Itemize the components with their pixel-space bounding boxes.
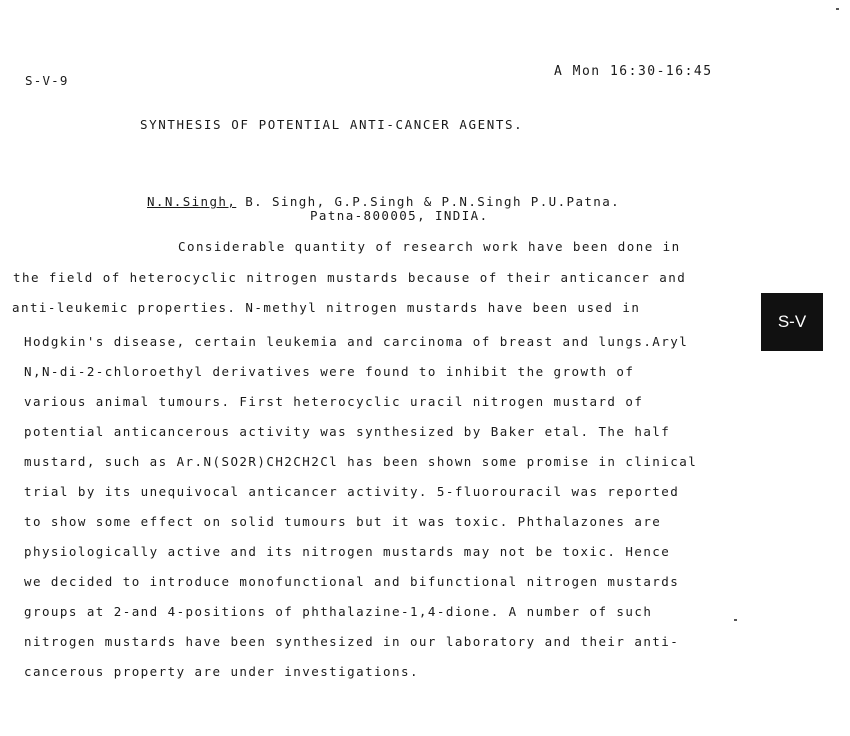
body-line: anti-leukemic properties. N-methyl nitrogen mustards have been used in bbox=[12, 300, 641, 315]
section-tab-label: S-V bbox=[777, 312, 807, 331]
body-line: Considerable quantity of research work have been done in bbox=[178, 239, 681, 254]
body-line: cancerous property are under investigations. bbox=[24, 664, 419, 679]
body-line: to show some effect on solid tumours but it was toxic. Phthalazones are bbox=[24, 514, 662, 529]
co-authors: B. Singh, G.P.Singh & P.N.Singh P.U.Patna. bbox=[236, 194, 621, 209]
scan-speck bbox=[734, 619, 737, 621]
lead-author: N.N.Singh, bbox=[147, 194, 237, 209]
abstract-title: SYNTHESIS OF POTENTIAL ANTI-CANCER AGENTS. bbox=[140, 117, 524, 132]
body-line: groups at 2-and 4-positions of phthalazine-1,4-dione. A number of such bbox=[24, 604, 653, 619]
abstract-code: S-V-9 bbox=[25, 73, 69, 88]
author-list bbox=[147, 196, 620, 209]
session-time: A Mon 16:30-16:45 bbox=[554, 64, 713, 79]
body-line: Hodgkin's disease, certain leukemia and carcinoma of breast and lungs.Aryl bbox=[24, 334, 689, 349]
body-line: potential anticancerous activity was synthesized by Baker etal. The half bbox=[24, 424, 671, 439]
body-line: N,N-di-2-chloroethyl derivatives were found to inhibit the growth of bbox=[24, 364, 635, 379]
body-line: nitrogen mustards have been synthesized in our laboratory and their anti- bbox=[24, 634, 680, 649]
body-line: trial by its unequivocal anticancer activity. 5-fluorouracil was reported bbox=[24, 484, 680, 499]
body-line: we decided to introduce monofunctional and bifunctional nitrogen mustards bbox=[24, 574, 680, 589]
section-tab bbox=[761, 293, 823, 351]
body-line: physiologically active and its nitrogen mustards may not be toxic. Hence bbox=[24, 544, 671, 559]
body-line: the field of heterocyclic nitrogen mustards because of their anticancer and bbox=[13, 270, 687, 285]
scan-speck bbox=[836, 8, 839, 10]
body-line: various animal tumours. First heterocyclic uracil nitrogen mustard of bbox=[24, 394, 644, 409]
author-address: Patna-800005, INDIA. bbox=[310, 208, 489, 223]
body-line: mustard, such as Ar.N(SO2R)CH2CH2Cl has been shown some promise in clinical bbox=[24, 454, 698, 469]
